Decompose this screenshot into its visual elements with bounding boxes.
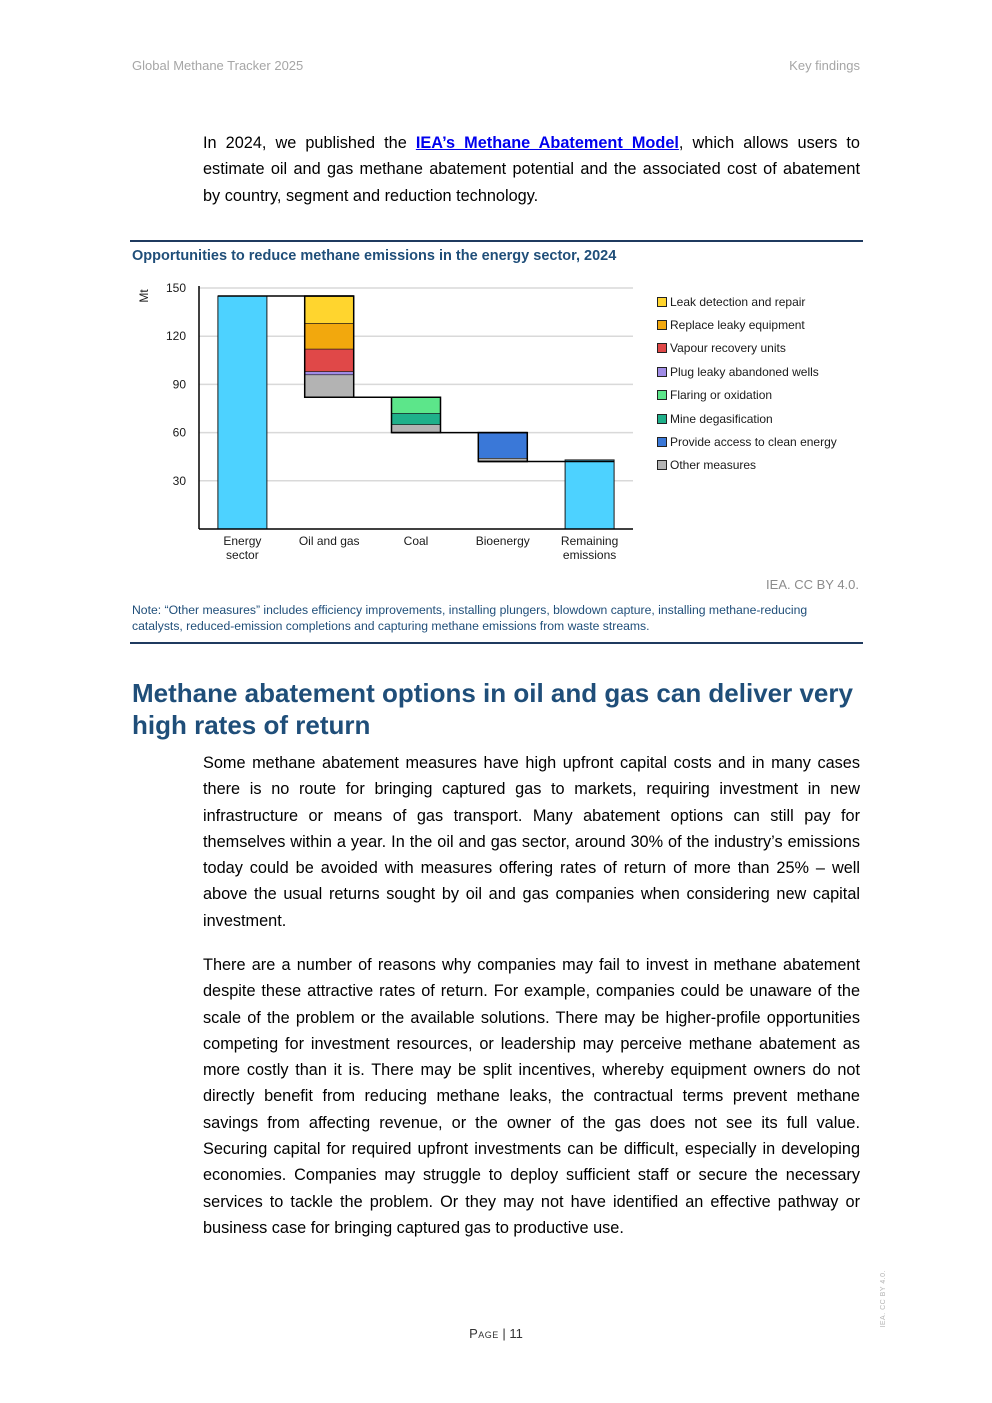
body-paragraph-1: Some methane abatement measures have high upfront capital costs and in many cases there is no route for bringing captured gas to markets, requiring investment in new infrastructure or means of gas transport. Many abatement options can still pay for themselves within a year. In the oil and gas sector, around 30% of the industry’s emissions today could be avoided with measures offering rates of return of more than 25% – well above the usual returns sought by oil and gas companies when considering new capital investment.	[203, 754, 860, 930]
legend-item	[657, 407, 837, 430]
legend-label: Mine degasification	[670, 411, 773, 426]
running-header-title: Global Methane Tracker 2025	[132, 58, 304, 73]
legend-label: Plug leaky abandoned wells	[670, 364, 819, 379]
y-tick-label: 150	[165, 281, 186, 295]
legend-swatch	[657, 343, 667, 353]
y-tick-label: 90	[172, 377, 186, 392]
chart-legend	[657, 290, 837, 477]
figure-credit: IEA. CC BY 4.0.	[766, 577, 859, 592]
total-bar	[218, 296, 267, 529]
reduction-segment	[305, 296, 354, 323]
legend-label: Vapour recovery units	[670, 341, 786, 356]
y-tick-label: 120	[165, 329, 186, 344]
section-heading: Methane abatement options in oil and gas can deliver very high rates of return	[132, 678, 853, 740]
page-footer	[0, 1326, 992, 1341]
reduction-segment	[392, 413, 441, 424]
legend-item	[657, 290, 837, 313]
x-tick-label: Oil and gas	[298, 534, 360, 548]
intro-paragraph	[203, 130, 860, 209]
running-header-section: Key findings	[789, 58, 860, 73]
reduction-segment	[305, 375, 354, 397]
methane-abatement-model-link[interactable]: IEA’s Methane Abatement Model	[415, 134, 679, 152]
legend-swatch	[657, 460, 667, 470]
legend-item	[657, 430, 837, 453]
reduction-segment	[305, 349, 354, 371]
legend-swatch	[657, 414, 667, 424]
legend-swatch	[657, 437, 667, 447]
y-tick-label: 30	[172, 473, 186, 488]
legend-label: Other measures	[670, 458, 757, 473]
reduction-segment	[392, 425, 441, 433]
legend-item	[657, 454, 837, 477]
total-bar	[565, 460, 614, 529]
legend-swatch	[657, 367, 667, 377]
legend-label: Leak detection and repair	[670, 294, 806, 309]
legend-label: Replace leaky equipment	[670, 318, 805, 333]
figure-title: Opportunities to reduce methane emissions in the energy sector, 2024	[132, 248, 617, 264]
legend-item	[657, 337, 837, 360]
y-tick-label: 60	[172, 425, 186, 440]
reduction-segment	[392, 397, 441, 413]
legend-label: Flaring or oxidation	[670, 388, 773, 403]
reduction-segment	[478, 433, 527, 459]
waterfall-chart	[130, 275, 650, 570]
legend-swatch	[657, 297, 667, 307]
figure-bottom-rule	[130, 642, 863, 644]
figure-top-rule	[130, 240, 863, 242]
y-axis-label: Mt	[137, 289, 151, 303]
legend-item	[657, 384, 837, 407]
intro-suffix: , which allows users to estimate oil and gas methane abatement potential and the associated cost of abatement by country, segment and reduction technology.	[203, 134, 860, 205]
x-tick-label: Energy sector	[223, 534, 262, 562]
legend-label: Provide access to clean energy	[670, 435, 837, 450]
x-tick-label: Remaining emissions	[560, 534, 619, 562]
legend-swatch	[657, 390, 667, 400]
x-tick-label: Bioenergy	[475, 534, 530, 548]
intro-prefix: In 2024, we published the	[203, 134, 416, 152]
x-tick-label: Coal	[403, 534, 429, 548]
reduction-segment	[305, 372, 354, 375]
page-number: 11	[509, 1326, 523, 1341]
legend-item	[657, 360, 837, 383]
body-paragraph-2: There are a number of reasons why companies may fail to invest in methane abatement despite these attractive rates of return. For example, companies could be unaware of the scale of the problem or the available solutions. There may be higher-profile opportunities competing for investment resources, or leadership may perceive methane abatement as more costly than it is. There may be split incentives, whereby equipment owners do not directly benefit from reducing methane leaks, the contractual terms prevent methane savings from affecting revenue, or the owner of the gas does not see its full value. Securing capital for required upfront investments can be difficult, especially in developing economies. Companies may struggle to deploy sufficient staff or secure the necessary services to tackle the problem. Or they may not have identified an effective pathway or business case for bringing captured gas to productive use.	[203, 956, 860, 1237]
page-separator: |	[498, 1326, 510, 1341]
page-label: Page	[469, 1326, 499, 1341]
side-credit: IEA. CC BY 4.0.	[880, 1270, 887, 1328]
legend-item	[657, 313, 837, 336]
figure-note: Note: “Other measures” includes efficiency improvements, installing plungers, blowdown capture, installing methane-reducing catalysts, reduced-emission completions and capturing methane emissions from waste streams.	[132, 603, 808, 633]
legend-swatch	[657, 320, 667, 330]
reduction-segment	[305, 323, 354, 349]
